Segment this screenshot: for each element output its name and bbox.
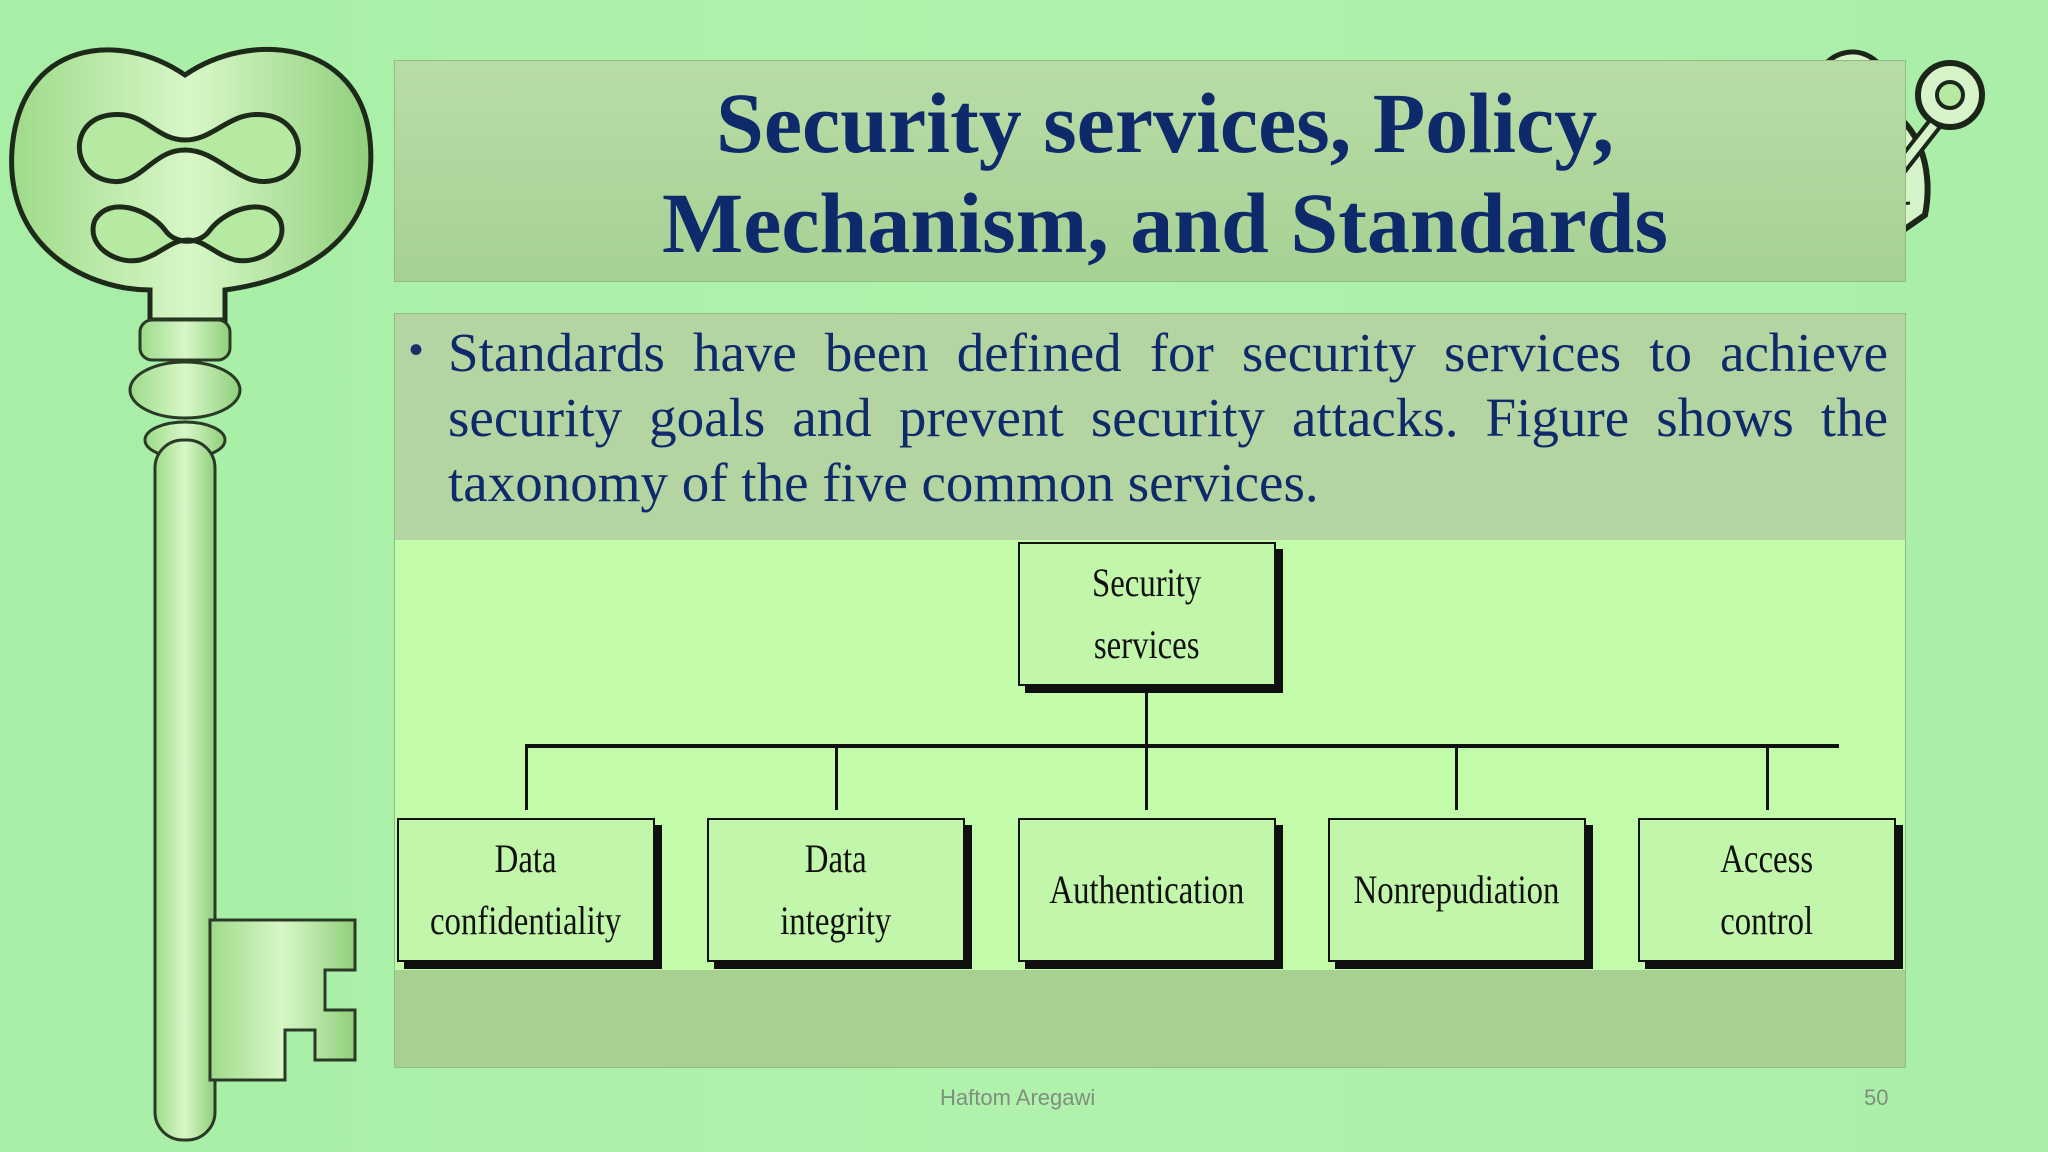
- connector-child-5: [1766, 744, 1769, 810]
- node-label-child-3: Authentication: [1049, 867, 1245, 912]
- ornate-key-icon: [0, 20, 390, 1150]
- connector-horizontal: [525, 744, 1839, 748]
- connector-child-4: [1455, 744, 1458, 810]
- connector-child-2: [835, 744, 838, 810]
- node-data-confidentiality: [397, 818, 655, 962]
- title-line-1: Security services, Policy,: [716, 75, 1614, 171]
- node-security-services: [1018, 542, 1276, 686]
- node-label-child-5: Access control: [1720, 836, 1814, 943]
- taxonomy-diagram: [395, 540, 1905, 970]
- node-label-child-4: Nonrepudiation: [1354, 867, 1560, 912]
- node-label-child-1: Data confidentiality: [430, 836, 622, 943]
- title-line-2: Mechanism, and Standards: [662, 175, 1668, 271]
- node-nonrepudiation: [1328, 818, 1586, 962]
- node-label-root: Security services: [1092, 560, 1202, 667]
- connector-root-down: [1145, 688, 1148, 745]
- bullet-area: [395, 314, 1905, 541]
- node-authentication: [1018, 818, 1276, 962]
- node-access-control: [1638, 818, 1896, 962]
- bullet-marker: •: [409, 328, 424, 372]
- footer-author: Haftom Aregawi: [940, 1085, 1096, 1110]
- connector-child-1: [525, 744, 528, 810]
- page-number: 50: [1864, 1085, 1889, 1110]
- node-label-child-2: Data integrity: [780, 836, 892, 943]
- slide-title: [632, 73, 1668, 273]
- node-data-integrity: [707, 818, 965, 962]
- bullet-text: Standards have been defined for security services to achieve security goals and prevent security attacks. Figure shows the taxonomy of the five common services.: [448, 322, 1888, 513]
- connector-child-3: [1145, 744, 1148, 810]
- title-banner: [394, 60, 1906, 282]
